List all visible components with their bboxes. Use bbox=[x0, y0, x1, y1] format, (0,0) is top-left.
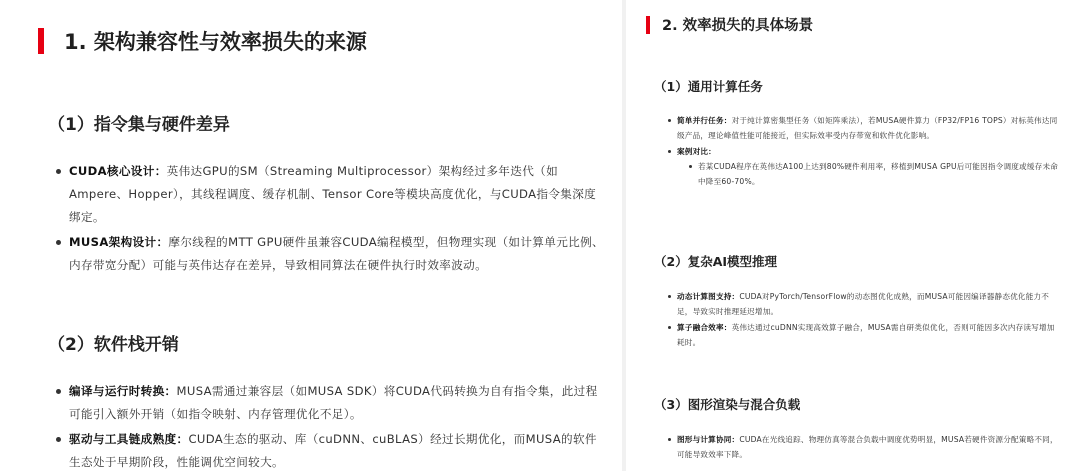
subsection-heading: （3）图形渲染与混合负载 bbox=[654, 397, 801, 412]
bullet-text: CUDA生态的驱动、库（cuDNN、cuBLAS）经过长期优化，而MUSA的软件生态处于早期阶段，性能调优空间较大。 bbox=[69, 432, 597, 469]
title-accent-bar bbox=[38, 28, 44, 54]
bullet-label: 驱动与工具链成熟度： bbox=[69, 432, 189, 446]
bullet-text: 摩尔线程的MTT GPU硬件虽兼容CUDA编程模型，但物理实现（如计算单元比例、内存带宽分配）可能与英伟达存在差异，导致相同算法在硬件执行时效率波动。 bbox=[69, 235, 604, 272]
list-item bbox=[668, 113, 1060, 143]
right-document-panel bbox=[628, 0, 1080, 471]
section-title-text: 2. 效率损失的具体场景 bbox=[662, 18, 814, 34]
panel-divider bbox=[622, 0, 626, 471]
bullet-text: CUDA在光线追踪、物理仿真等混合负载中调度优势明显，MUSA若硬件资源分配策略不同，可能导致效率下降。 bbox=[677, 435, 1058, 459]
list-item bbox=[668, 432, 1060, 462]
bullet-text: 英伟达GPU的SM（Streaming Multiprocessor）架构经过多年迭代（如Ampere、Hopper），其线程调度、缓存机制、Tensor Core等模块高度优化，与CUDA指令集深度绑定。 bbox=[69, 164, 597, 224]
bullet-label: 简单并行任务： bbox=[677, 116, 732, 125]
list-item bbox=[56, 160, 606, 229]
subsection-heading: （1）通用计算任务 bbox=[654, 79, 763, 94]
bullet-list bbox=[668, 289, 1060, 351]
subsection-heading: （2）复杂AI模型推理 bbox=[654, 254, 778, 269]
bullet-label: CUDA核心设计： bbox=[69, 164, 167, 178]
bullet-label: 案例对比： bbox=[677, 147, 716, 156]
bullet-list bbox=[668, 432, 1060, 463]
bullet-list bbox=[668, 113, 1060, 190]
subsection-heading: （2）软件栈开销 bbox=[48, 335, 179, 355]
bullet-text: 对于纯计算密集型任务（如矩阵乘法），若MUSA硬件算力（FP32/FP16 TOPS）对标英伟达同级产品，理论峰值性能可能接近，但实际效率受内存带宽和软件优化影响。 bbox=[677, 116, 1058, 140]
bullet-label: 编译与运行时转换： bbox=[69, 384, 177, 398]
bullet-list bbox=[56, 380, 606, 471]
subsection-heading: （1）指令集与硬件差异 bbox=[48, 115, 230, 135]
section-title-text: 1. 架构兼容性与效率损失的来源 bbox=[64, 30, 367, 54]
bullet-text: 英伟达通过cuDNN实现高效算子融合，MUSA需自研类似优化，否则可能因多次内存读写增加耗时。 bbox=[677, 323, 1055, 347]
list-item bbox=[668, 144, 1060, 189]
list-item bbox=[668, 289, 1060, 319]
list-item bbox=[668, 320, 1060, 350]
title-accent-bar bbox=[646, 16, 650, 34]
bullet-label: 动态计算图支持： bbox=[677, 292, 740, 301]
list-item bbox=[56, 428, 606, 471]
bullet-list bbox=[56, 160, 606, 279]
sub-bullet-list bbox=[689, 159, 1060, 189]
list-item bbox=[56, 231, 606, 277]
bullet-text: CUDA对PyTorch/TensorFlow的动态图优化成熟，而MUSA可能因编译器静态优化能力不足，导致实时推理延迟增加。 bbox=[677, 292, 1050, 316]
section-title bbox=[646, 14, 813, 35]
sub-bullet-text: 若某CUDA程序在英伟达A100上达到80%硬件利用率，移植到MUSA GPU后可能因指令调度或缓存未命中降至60-70%。 bbox=[698, 162, 1059, 186]
sub-list-item bbox=[689, 159, 1060, 189]
section-title bbox=[38, 26, 367, 56]
list-item bbox=[56, 380, 606, 426]
bullet-label: 图形与计算协同： bbox=[677, 435, 740, 444]
bullet-text: MUSA需通过兼容层（如MUSA SDK）将CUDA代码转换为自有指令集，此过程可能引入额外开销（如指令映射、内存管理优化不足）。 bbox=[69, 384, 598, 421]
bullet-label: 算子融合效率： bbox=[677, 323, 732, 332]
bullet-label: MUSA架构设计： bbox=[69, 235, 169, 249]
